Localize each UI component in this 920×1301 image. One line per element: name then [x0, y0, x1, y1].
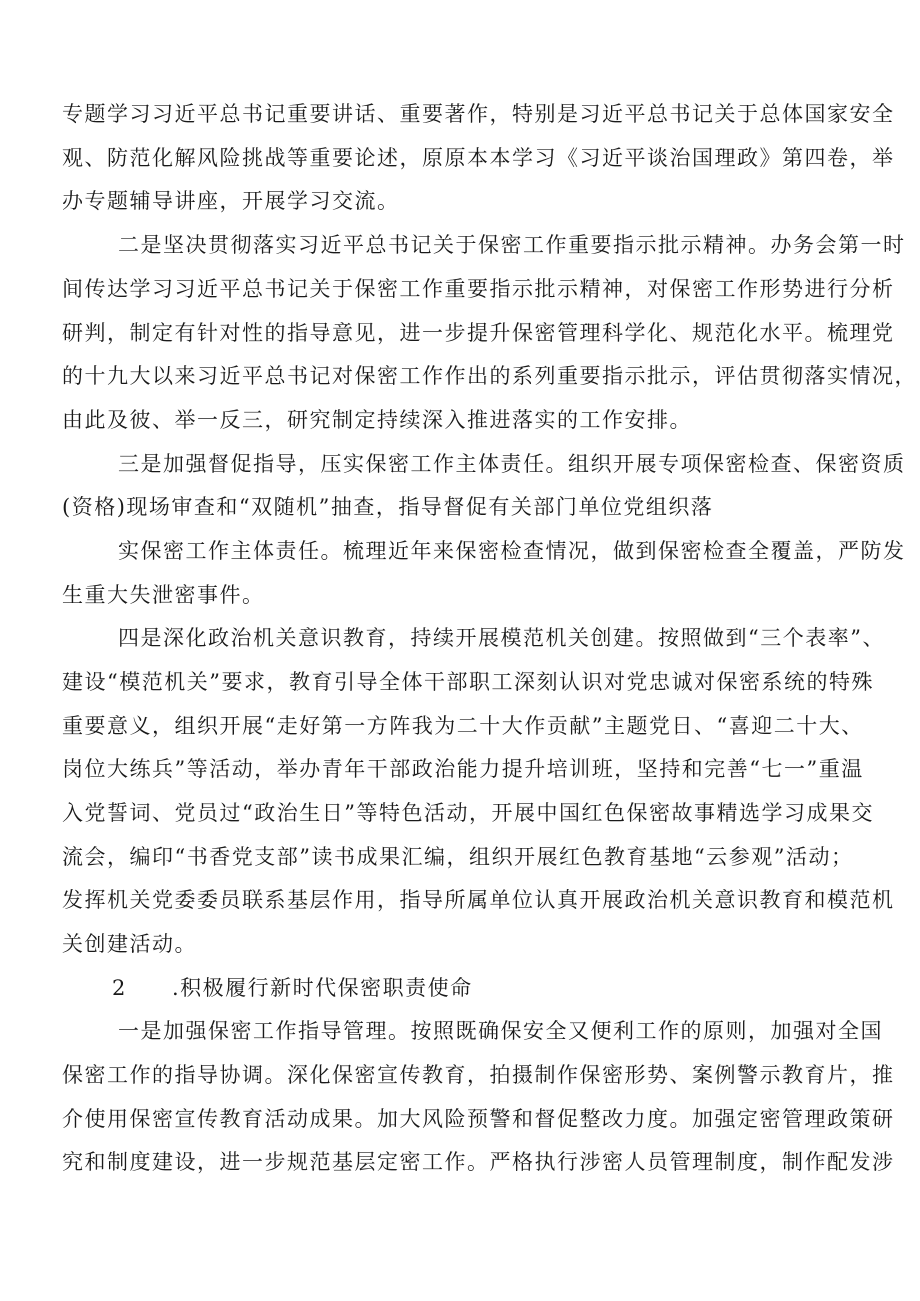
paragraph-line: 发挥机关党委委员联系基层作用，指导所属单位认真开展政治机关意识教育和模范机 — [62, 888, 895, 912]
paragraph-line: 介使用保密宣传教育活动成果。加大风险预警和督促整改力度。加强定密管理政策研 — [62, 1107, 895, 1131]
paragraph-line: 四是深化政治机关意识教育，持续开展模范机关创建。按照做到“三个表率”、 — [118, 626, 885, 650]
paragraph-line: 的十九大以来习近平总书记对保密工作作出的系列重要指示批示，评估贯彻落实情况， — [62, 364, 917, 388]
paragraph-line: 研判，制定有针对性的指导意见，进一步提升保密管理科学化、规范化水平。梳理党 — [62, 321, 895, 345]
paragraph-line: 由此及彼、举一反三，研究制定持续深入推进落实的工作安排。 — [62, 408, 692, 432]
section-number: 2 — [112, 976, 127, 1000]
paragraph-line: 岗位大练兵”等活动，举办青年干部政治能力提升培训班，坚持和完善“七一”重温 — [62, 757, 864, 781]
paragraph-line: (资格)现场审查和“双随机”抽查，指导督促有关部门单位党组织落 — [62, 495, 714, 519]
paragraph-line: 观、防范化解风险挑战等重要论述，原原本本学习《习近平谈治国理政》第四卷，举 — [62, 146, 895, 170]
paragraph-line: 流会，编印“书香党支部”读书成果汇编，组织开展红色教育基地“云参观”活动； — [62, 845, 854, 869]
paragraph-line: 办专题辅导讲座，开展学习交流。 — [62, 189, 400, 213]
paragraph-line: 关创建活动。 — [62, 932, 197, 956]
paragraph-line: 保密工作的指导协调。深化保密宣传教育，拍摄制作保密形势、案例警示教育片，推 — [62, 1063, 895, 1087]
section-heading: .积极履行新时代保密职责使命 — [172, 976, 473, 1000]
paragraph-line: 间传达学习习近平总书记关于保密工作重要指示批示精神，对保密工作形势进行分析 — [62, 277, 895, 301]
paragraph-line: 建设“模范机关”要求，教育引导全体干部职工深刻认识对党忠诚对保密系统的特殊 — [62, 670, 874, 694]
paragraph-line: 入党誓词、党员过“政治生日”等特色活动，开展中国红色保密故事精选学习成果交 — [62, 801, 874, 825]
paragraph-line: 一是加强保密工作指导管理。按照既确保安全又便利工作的原则，加强对全国 — [118, 1019, 883, 1043]
paragraph-line: 重要意义，组织开展“走好第一方阵我为二十大作贡献”主题党日、“喜迎二十大、 — [62, 714, 864, 738]
paragraph-line: 二是坚决贯彻落实习近平总书记关于保密工作重要指示批示精神。办务会第一时 — [118, 233, 906, 257]
paragraph-line: 究和制度建设，进一步规范基层定密工作。严格执行涉密人员管理制度，制作配发涉 — [62, 1150, 895, 1174]
paragraph-line: 实保密工作主体责任。梳理近年来保密检查情况，做到保密检查全覆盖，严防发 — [118, 539, 906, 563]
paragraph-line: 三是加强督促指导，压实保密工作主体责任。组织开展专项保密检查、保密资质 — [118, 452, 906, 476]
paragraph-line: 生重大失泄密事件。 — [62, 583, 265, 607]
paragraph-line: 专题学习习近平总书记重要讲话、重要著作，特别是习近平总书记关于总体国家安全 — [62, 102, 895, 126]
